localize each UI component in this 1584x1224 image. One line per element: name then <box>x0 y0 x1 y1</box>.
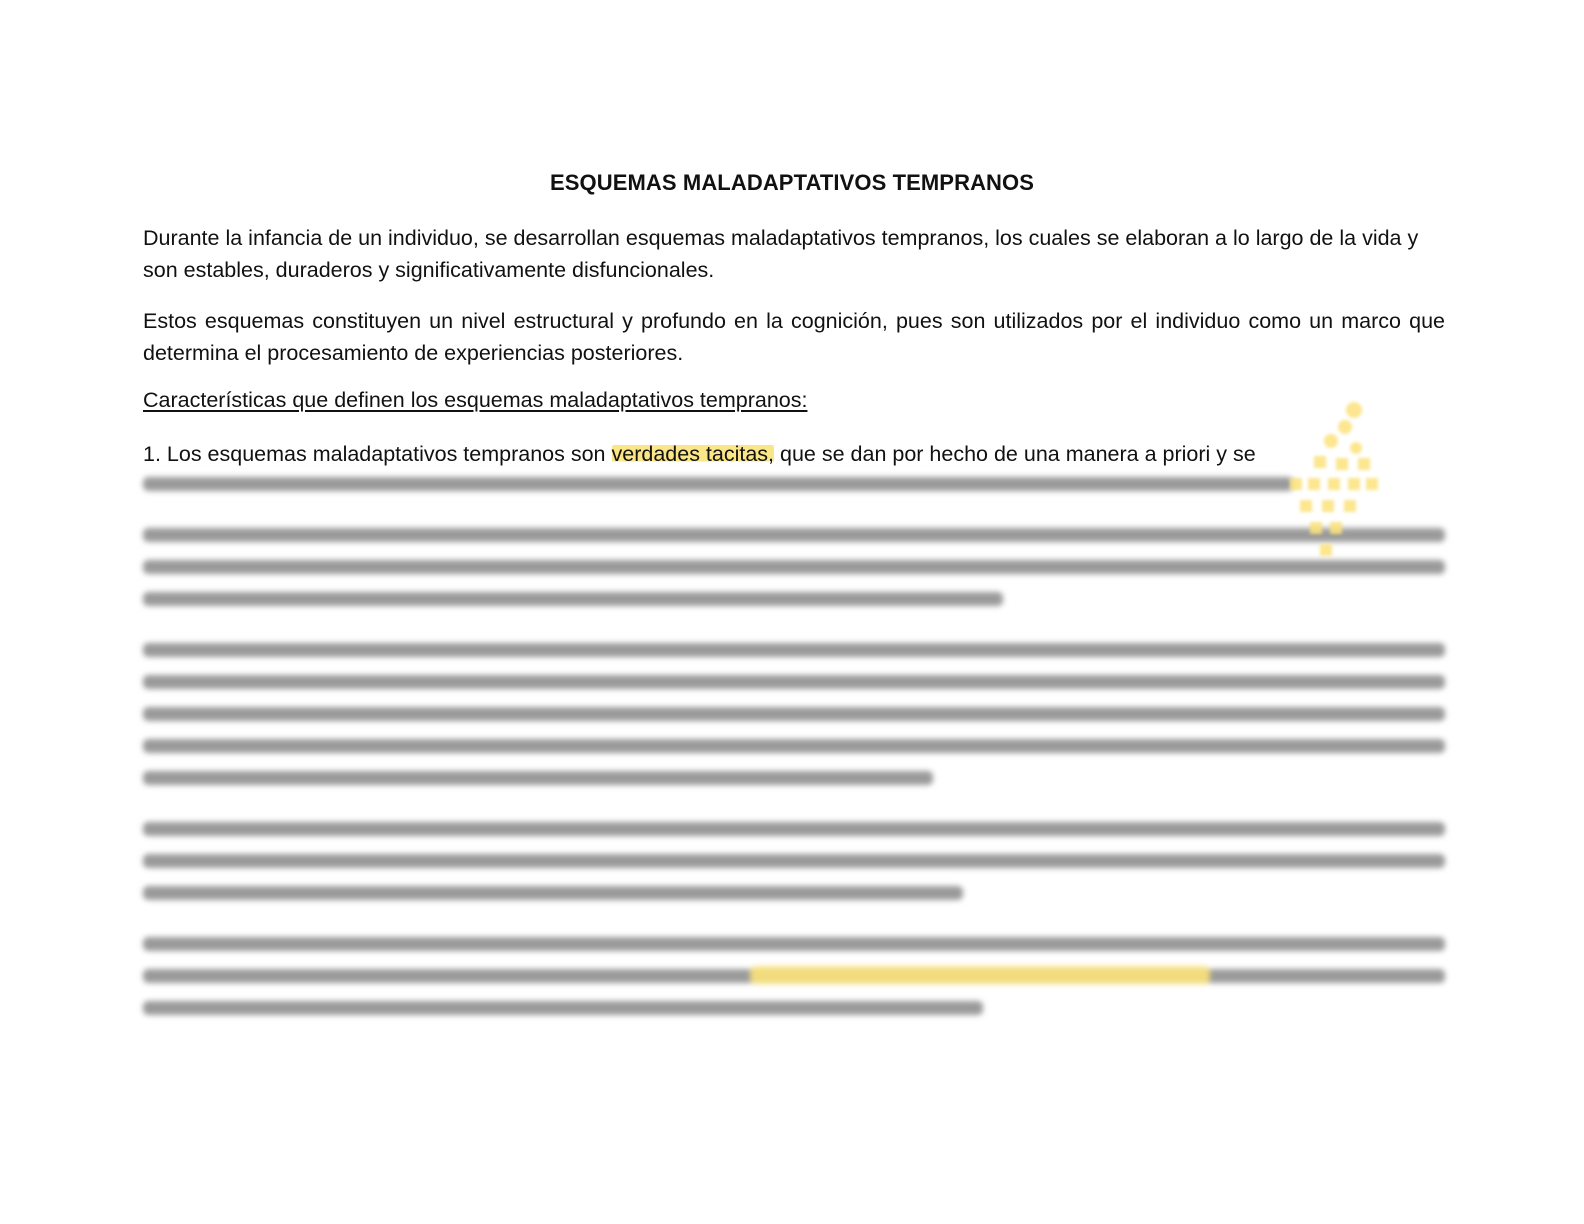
list-item-1-lead: 1. Los esquemas maladaptativos tempranos son <box>143 442 612 466</box>
document-title: ESQUEMAS MALADAPTATIVOS TEMPRANOS <box>549 170 1035 195</box>
characteristics-subheading: Características que definen los esquemas maladaptativos tempranos: <box>143 388 808 412</box>
paragraph-structure: Estos esquemas constituyen un nivel estructural y profundo en la cognición, pues son utilizados por el individuo como un marco que determina el procesamiento de experiencias posteriores. <box>143 309 1445 365</box>
paragraph-intro: Durante la infancia de un individuo, se desarrollan esquemas maladaptativos tempranos, los cuales se elaboran a lo largo de la vida y son estables, duraderos y significativamente disfuncionales. <box>143 226 1419 282</box>
highlighted-phrase: verdades tacitas, <box>611 442 775 466</box>
list-item-1-tail: que se dan por hecho de una manera a priori y se <box>774 442 1256 466</box>
